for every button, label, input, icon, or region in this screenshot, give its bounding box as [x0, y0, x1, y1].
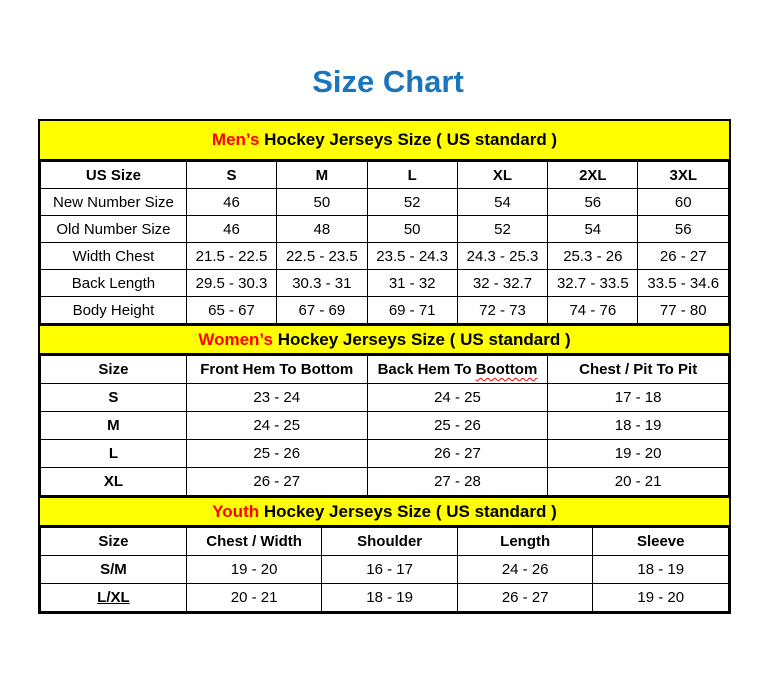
cell-value: 21.5 - 22.5: [186, 243, 276, 270]
table-row: [41, 468, 729, 496]
cell-value: 32 - 32.7: [457, 270, 547, 297]
mens-col-header: L: [367, 162, 457, 189]
table-row: [41, 412, 729, 440]
cell-value: 17 - 18: [548, 384, 729, 412]
youth-col-header: Size: [41, 528, 187, 556]
table-row: [41, 270, 729, 297]
cell-value: 24.3 - 25.3: [457, 243, 547, 270]
cell-value: 25.3 - 26: [548, 243, 638, 270]
row-label: S/M: [41, 556, 187, 584]
cell-value: 67 - 69: [277, 297, 367, 324]
table-row: [41, 440, 729, 468]
cell-value: 50: [277, 189, 367, 216]
youth-col-header: Shoulder: [322, 528, 458, 556]
womens-col-header: Size: [41, 356, 187, 384]
cell-value: 24 - 25: [186, 412, 367, 440]
womens-accent-label: Women’s: [198, 329, 273, 349]
cell-value: 26 - 27: [186, 468, 367, 496]
cell-value: 25 - 26: [367, 412, 548, 440]
row-label: L: [41, 440, 187, 468]
cell-value: 19 - 20: [548, 440, 729, 468]
cell-value: 52: [457, 216, 547, 243]
cell-value: 26 - 27: [638, 243, 729, 270]
row-label: Width Chest: [41, 243, 187, 270]
cell-value: 18 - 19: [593, 556, 729, 584]
cell-value: 54: [457, 189, 547, 216]
youth-header-row: [41, 528, 729, 556]
cell-value: 54: [548, 216, 638, 243]
misspelled-word: Boottom: [475, 361, 538, 378]
cell-value: 26 - 27: [367, 440, 548, 468]
mens-col-header: S: [186, 162, 276, 189]
row-label: L/XL: [41, 584, 187, 612]
youth-size-table: [40, 527, 729, 612]
cell-value: 26 - 27: [457, 584, 593, 612]
cell-value: 46: [186, 216, 276, 243]
row-label: Old Number Size: [41, 216, 187, 243]
youth-banner-label: Hockey Jerseys Size ( US standard ): [259, 501, 557, 521]
size-chart-table: [38, 119, 731, 614]
mens-section-banner: [40, 121, 729, 161]
cell-value: 74 - 76: [548, 297, 638, 324]
mens-header-row: [41, 162, 729, 189]
cell-value: 72 - 73: [457, 297, 547, 324]
cell-value: 46: [186, 189, 276, 216]
cell-value: 32.7 - 33.5: [548, 270, 638, 297]
womens-size-table: [40, 355, 729, 496]
cell-value: 22.5 - 23.5: [277, 243, 367, 270]
cell-value: 18 - 19: [548, 412, 729, 440]
table-row: [41, 216, 729, 243]
cell-value: 69 - 71: [367, 297, 457, 324]
mens-col-header: 2XL: [548, 162, 638, 189]
cell-value: 33.5 - 34.6: [638, 270, 729, 297]
table-row: [41, 584, 729, 612]
womens-col-header: [367, 356, 548, 384]
mens-col-header: M: [277, 162, 367, 189]
cell-value: 27 - 28: [367, 468, 548, 496]
womens-header-row: [41, 356, 729, 384]
page-title: Size Chart: [312, 64, 464, 99]
table-row: [41, 297, 729, 324]
cell-value: 50: [367, 216, 457, 243]
cell-value: 52: [367, 189, 457, 216]
womens-section-banner: [40, 324, 729, 355]
cell-value: 16 - 17: [322, 556, 458, 584]
cell-value: 60: [638, 189, 729, 216]
cell-value: 23.5 - 24.3: [367, 243, 457, 270]
cell-value: 19 - 20: [593, 584, 729, 612]
row-label: S: [41, 384, 187, 412]
cell-value: 65 - 67: [186, 297, 276, 324]
row-label: XL: [41, 468, 187, 496]
table-row: [41, 556, 729, 584]
cell-value: 19 - 20: [186, 556, 322, 584]
mens-banner-label: Hockey Jerseys Size ( US standard ): [259, 130, 558, 149]
cell-value: 56: [638, 216, 729, 243]
cell-value: 20 - 21: [186, 584, 322, 612]
cell-value: 18 - 19: [322, 584, 458, 612]
youth-accent-label: Youth: [212, 501, 260, 521]
cell-value: 31 - 32: [367, 270, 457, 297]
youth-col-header: Length: [457, 528, 593, 556]
row-label: Body Height: [41, 297, 187, 324]
womens-banner-label: Hockey Jerseys Size ( US standard ): [272, 329, 571, 349]
cell-value: 30.3 - 31: [277, 270, 367, 297]
youth-col-header: Sleeve: [593, 528, 729, 556]
cell-value: 29.5 - 30.3: [186, 270, 276, 297]
mens-accent-label: Men’s: [211, 130, 260, 149]
header-text: Back Hem To: [377, 361, 476, 378]
cell-value: 23 - 24: [186, 384, 367, 412]
row-label: M: [41, 412, 187, 440]
cell-value: 20 - 21: [548, 468, 729, 496]
cell-value: 24 - 26: [457, 556, 593, 584]
mens-col-header: 3XL: [638, 162, 729, 189]
cell-value: 77 - 80: [638, 297, 729, 324]
mens-size-table: [40, 161, 729, 324]
table-row: [41, 189, 729, 216]
row-label: New Number Size: [41, 189, 187, 216]
cell-value: 48: [277, 216, 367, 243]
youth-section-banner: [40, 496, 729, 527]
row-label: Back Length: [41, 270, 187, 297]
mens-col-header: US Size: [41, 162, 187, 189]
mens-col-header: XL: [457, 162, 547, 189]
table-row: [41, 384, 729, 412]
cell-value: 25 - 26: [186, 440, 367, 468]
youth-col-header: Chest / Width: [186, 528, 322, 556]
womens-col-header: Chest / Pit To Pit: [548, 356, 729, 384]
womens-col-header: Front Hem To Bottom: [186, 356, 367, 384]
cell-value: 24 - 25: [367, 384, 548, 412]
cell-value: 56: [548, 189, 638, 216]
table-row: [41, 243, 729, 270]
